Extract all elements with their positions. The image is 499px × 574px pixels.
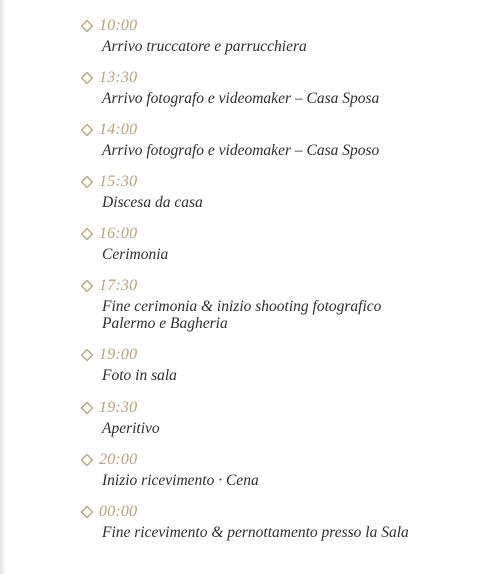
event-label: Arrivo fotografo e videomaker – Casa Sposo — [102, 142, 380, 159]
schedule-item — [81, 449, 491, 501]
event-time: 19:30 — [99, 399, 138, 416]
event-time: 16:00 — [99, 225, 138, 242]
event-label: Fine ricevimento & pernottamento presso la Sala — [102, 524, 409, 541]
schedule-item — [81, 344, 491, 397]
diamond-sparkle-icon — [81, 72, 93, 84]
schedule-item — [81, 171, 491, 223]
event-time: 13:30 — [99, 69, 138, 86]
event-label: Inizio ricevimento · Cena — [102, 472, 259, 489]
diamond-sparkle-icon — [81, 228, 93, 240]
diamond-sparkle-icon — [81, 506, 93, 518]
schedule-item — [81, 67, 491, 119]
wedding-schedule — [81, 15, 491, 553]
diamond-sparkle-icon — [81, 454, 93, 466]
event-label: Foto in sala — [102, 367, 177, 384]
diamond-sparkle-icon — [81, 402, 93, 414]
schedule-item — [81, 275, 491, 344]
event-label: Cerimonia — [102, 246, 169, 263]
diamond-sparkle-icon — [81, 20, 93, 32]
schedule-item — [81, 15, 491, 67]
event-time: 14:00 — [99, 121, 138, 138]
event-label: Fine cerimonia & inizio shooting fotografico Palermo e Bagheria — [102, 298, 382, 332]
event-time: 17:30 — [99, 277, 138, 294]
diamond-sparkle-icon — [81, 349, 93, 361]
diamond-sparkle-icon — [81, 280, 93, 292]
event-label: Arrivo fotografo e videomaker – Casa Sposa — [102, 90, 380, 107]
left-edge-shadow — [0, 0, 6, 574]
diamond-sparkle-icon — [81, 176, 93, 188]
event-label: Aperitivo — [102, 420, 160, 437]
schedule-item — [81, 119, 491, 171]
event-label: Arrivo truccatore e parrucchiera — [102, 38, 307, 55]
schedule-item — [81, 397, 491, 449]
schedule-item — [81, 223, 491, 275]
schedule-item — [81, 501, 491, 553]
diamond-sparkle-icon — [81, 124, 93, 136]
event-time: 00:00 — [99, 503, 138, 520]
event-time: 15:30 — [99, 173, 138, 190]
event-time: 10:00 — [99, 17, 138, 34]
event-time: 19:00 — [99, 346, 138, 363]
event-label: Discesa da casa — [102, 194, 203, 211]
event-time: 20:00 — [99, 451, 138, 468]
